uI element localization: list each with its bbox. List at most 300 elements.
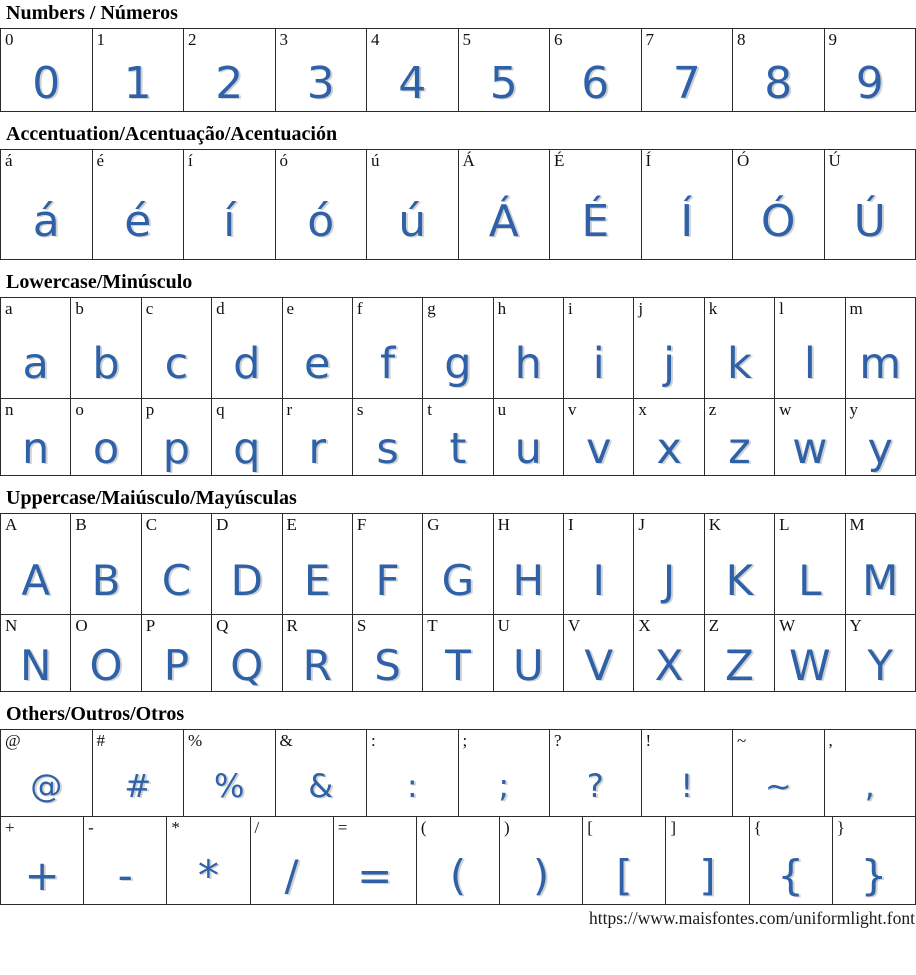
glyph-label: Y — [849, 616, 862, 635]
glyph-cell — [775, 615, 845, 692]
glyph-preview: n — [22, 424, 50, 475]
glyph-preview: N — [19, 641, 52, 691]
glyph-preview: r — [308, 424, 327, 475]
glyph-preview: , — [864, 767, 875, 805]
glyph-preview: s — [376, 424, 399, 475]
glyph-cell — [1, 150, 93, 260]
glyph-preview: X — [654, 641, 684, 691]
glyph-preview: ? — [586, 767, 604, 805]
glyph-preview: G — [441, 556, 475, 606]
glyph-label: - — [88, 818, 94, 837]
glyph-cell — [92, 29, 184, 112]
glyph-preview: L — [798, 556, 822, 606]
glyph-label: Á — [462, 151, 475, 170]
glyph-label: X — [638, 616, 651, 635]
glyph-table — [0, 28, 916, 112]
glyph-preview: Q — [230, 641, 264, 691]
glyph-cell — [493, 399, 563, 476]
glyph-preview: b — [92, 339, 120, 390]
glyph-preview: Í — [680, 196, 694, 248]
glyph-cell — [141, 298, 211, 399]
glyph-preview: B — [91, 556, 121, 606]
glyph-cell — [634, 298, 704, 399]
glyph-cell — [775, 514, 845, 615]
glyph-preview: 4 — [398, 58, 427, 110]
glyph-table — [0, 398, 916, 476]
section-title: Lowercase/Minúsculo — [6, 271, 193, 293]
glyph-preview: M — [862, 556, 899, 606]
glyph-cell — [458, 29, 550, 112]
glyph-label: Í — [645, 151, 652, 170]
glyph-label: É — [554, 151, 565, 170]
glyph-cell — [423, 514, 493, 615]
glyph-cell — [634, 514, 704, 615]
glyph-row — [1, 730, 916, 817]
glyph-label: w — [779, 400, 792, 419]
glyph-cell — [282, 298, 352, 399]
glyph-cell — [493, 615, 563, 692]
glyph-label: ? — [554, 731, 562, 750]
glyph-preview: ú — [398, 196, 427, 248]
glyph-preview: Ú — [853, 196, 886, 248]
glyph-label: ( — [420, 818, 427, 837]
glyph-cell — [184, 29, 276, 112]
glyph-label: 3 — [279, 30, 288, 49]
glyph-cell — [845, 399, 916, 476]
glyph-preview: 2 — [215, 58, 244, 110]
glyph-preview: ) — [532, 851, 550, 901]
glyph-row — [1, 298, 916, 399]
glyph-preview: # — [124, 767, 152, 805]
glyph-cell — [493, 298, 563, 399]
glyph-label: K — [708, 515, 722, 534]
glyph-cell — [1, 298, 71, 399]
glyph-label: p — [145, 400, 155, 419]
glyph-cell — [704, 615, 774, 692]
glyph-label: v — [568, 400, 577, 419]
glyph-label: f — [356, 299, 363, 318]
glyph-cell — [212, 514, 282, 615]
glyph-preview: m — [859, 339, 902, 390]
glyph-cell — [634, 615, 704, 692]
glyph-row — [1, 150, 916, 260]
glyph-preview: ] — [699, 851, 716, 901]
glyph-preview: ó — [307, 196, 335, 248]
glyph-preview: & — [308, 767, 334, 805]
glyph-preview: q — [233, 424, 261, 475]
glyph-preview: 6 — [581, 58, 610, 110]
glyph-preview: A — [21, 556, 51, 606]
glyph-label: ] — [670, 818, 677, 837]
glyph-cell — [733, 29, 825, 112]
glyph-preview: { — [777, 851, 804, 901]
glyph-label: r — [286, 400, 293, 419]
glyph-preview: 5 — [489, 58, 518, 110]
glyph-label: D — [216, 515, 229, 534]
glyph-preview: [ — [616, 851, 633, 901]
glyph-label: Q — [216, 616, 229, 635]
glyph-cell — [824, 29, 916, 112]
glyph-preview: * — [197, 851, 219, 901]
glyph-cell — [775, 399, 845, 476]
glyph-cell — [367, 730, 459, 817]
glyph-preview: 0 — [32, 58, 61, 110]
glyph-label: % — [188, 731, 203, 750]
glyph-preview: Ó — [760, 196, 796, 248]
glyph-preview: ! — [680, 767, 694, 805]
glyph-preview: É — [581, 196, 610, 248]
glyph-cell — [733, 150, 825, 260]
glyph-label: t — [427, 400, 432, 419]
glyph-label: { — [753, 818, 762, 837]
glyph-preview: } — [860, 851, 888, 901]
glyph-preview: c — [164, 339, 189, 390]
glyph-label: 0 — [5, 30, 14, 49]
glyph-cell — [704, 399, 774, 476]
glyph-label: B — [75, 515, 87, 534]
glyph-label: y — [849, 400, 858, 419]
glyph-preview: k — [726, 339, 752, 390]
glyph-preview: C — [161, 556, 192, 606]
glyph-table — [0, 816, 916, 905]
glyph-label: } — [836, 818, 845, 837]
glyph-cell — [333, 817, 416, 905]
glyph-label: 5 — [462, 30, 471, 49]
glyph-cell — [704, 514, 774, 615]
glyph-label: W — [779, 616, 796, 635]
glyph-cell — [550, 730, 642, 817]
glyph-cell — [71, 514, 141, 615]
glyph-cell — [550, 150, 642, 260]
glyph-label: O — [75, 616, 88, 635]
glyph-cell — [71, 399, 141, 476]
glyph-preview: w — [792, 424, 828, 475]
glyph-cell — [71, 615, 141, 692]
glyph-cell — [564, 298, 634, 399]
glyph-label: H — [497, 515, 510, 534]
glyph-cell — [275, 150, 367, 260]
glyph-label: U — [497, 616, 510, 635]
glyph-preview: í — [223, 196, 236, 248]
glyph-cell — [550, 29, 642, 112]
glyph-preview: 1 — [123, 58, 152, 110]
glyph-label: b — [75, 299, 84, 318]
glyph-cell — [275, 730, 367, 817]
glyph-preview: S — [374, 641, 401, 691]
glyph-label: E — [286, 515, 297, 534]
glyph-preview: ( — [449, 851, 467, 901]
glyph-label: m — [849, 299, 863, 318]
glyph-preview: F — [375, 556, 400, 606]
glyph-preview: = — [357, 851, 393, 901]
glyph-label: M — [849, 515, 865, 534]
glyph-cell — [641, 29, 733, 112]
glyph-cell — [250, 817, 333, 905]
glyph-table — [0, 614, 916, 692]
footer-url: https://www.maisfontes.com/uniformlight.font — [589, 908, 915, 928]
glyph-label: L — [779, 515, 790, 534]
glyph-label: = — [337, 818, 348, 837]
glyph-preview: j — [663, 339, 676, 390]
glyph-cell — [458, 150, 550, 260]
glyph-label: I — [568, 515, 574, 534]
glyph-cell — [1, 817, 84, 905]
glyph-label: Ó — [737, 151, 750, 170]
glyph-cell — [416, 817, 499, 905]
glyph-preview: x — [656, 424, 682, 475]
glyph-preview: i — [592, 339, 605, 390]
glyph-cell — [282, 615, 352, 692]
glyph-label: l — [779, 299, 784, 318]
glyph-label: @ — [5, 731, 21, 750]
glyph-table — [0, 513, 916, 615]
glyph-row — [1, 615, 916, 692]
glyph-label: R — [286, 616, 298, 635]
glyph-cell — [167, 817, 250, 905]
glyph-table — [0, 729, 916, 817]
glyph-label: c — [145, 299, 154, 318]
glyph-label: T — [427, 616, 438, 635]
glyph-preview: K — [725, 556, 754, 606]
glyph-label: 9 — [828, 30, 837, 49]
glyph-cell — [423, 615, 493, 692]
glyph-preview: : — [406, 767, 418, 805]
glyph-label: x — [638, 400, 647, 419]
glyph-cell — [92, 150, 184, 260]
glyph-label: 6 — [554, 30, 563, 49]
glyph-preview: a — [22, 339, 49, 390]
glyph-label: i — [568, 299, 573, 318]
glyph-preview: Y — [867, 641, 894, 691]
glyph-label: a — [5, 299, 13, 318]
glyph-label: 8 — [737, 30, 746, 49]
glyph-preview: g — [444, 339, 472, 390]
glyph-cell — [1, 730, 93, 817]
glyph-label: 2 — [188, 30, 197, 49]
glyph-cell — [832, 817, 915, 905]
glyph-cell — [184, 730, 276, 817]
glyph-label: F — [356, 515, 367, 534]
glyph-preview: v — [585, 424, 612, 475]
glyph-preview: R — [302, 641, 332, 691]
glyph-cell — [704, 298, 774, 399]
glyph-label: G — [427, 515, 440, 534]
glyph-cell — [1, 399, 71, 476]
glyph-cell — [367, 150, 459, 260]
glyph-label: ú — [371, 151, 380, 170]
glyph-cell — [749, 817, 832, 905]
glyph-cell — [564, 514, 634, 615]
glyph-cell — [352, 615, 422, 692]
glyph-label: * — [171, 818, 180, 837]
glyph-cell — [141, 615, 211, 692]
glyph-cell — [845, 514, 916, 615]
glyph-label: 7 — [645, 30, 654, 49]
glyph-cell — [282, 514, 352, 615]
section-title: Uppercase/Maiúsculo/Mayúsculas — [6, 487, 297, 509]
glyph-label: z — [708, 400, 717, 419]
glyph-preview: 3 — [306, 58, 335, 110]
glyph-cell — [212, 298, 282, 399]
glyph-preview: O — [89, 641, 123, 691]
glyph-label: ó — [279, 151, 288, 170]
glyph-cell — [84, 817, 167, 905]
glyph-cell — [212, 615, 282, 692]
glyph-preview: + — [24, 851, 60, 901]
glyph-preview: á — [32, 196, 60, 248]
glyph-cell — [564, 399, 634, 476]
glyph-cell — [641, 150, 733, 260]
glyph-preview: é — [124, 196, 152, 248]
glyph-label: ; — [462, 731, 468, 750]
glyph-preview: U — [512, 641, 544, 691]
glyph-cell — [564, 615, 634, 692]
glyph-preview: H — [512, 556, 545, 606]
glyph-cell — [367, 29, 459, 112]
glyph-cell — [845, 298, 916, 399]
glyph-preview: t — [449, 424, 467, 475]
glyph-cell — [352, 298, 422, 399]
glyph-cell — [634, 399, 704, 476]
glyph-preview: ; — [498, 767, 510, 805]
glyph-preview: T — [445, 641, 471, 691]
glyph-cell — [641, 730, 733, 817]
glyph-preview: u — [514, 424, 542, 475]
glyph-preview: z — [728, 424, 751, 475]
glyph-preview: / — [284, 851, 299, 901]
glyph-preview: @ — [30, 767, 63, 805]
glyph-label: ~ — [737, 731, 747, 750]
glyph-preview: 7 — [672, 58, 701, 110]
section-title: Accentuation/Acentuação/Acentuación — [6, 123, 338, 145]
glyph-preview: e — [303, 339, 331, 390]
glyph-label: u — [497, 400, 507, 419]
glyph-preview: f — [379, 339, 396, 390]
glyph-label: S — [356, 616, 367, 635]
glyph-row — [1, 399, 916, 476]
glyph-cell — [275, 29, 367, 112]
glyph-label: & — [279, 731, 293, 750]
glyph-table — [0, 297, 916, 399]
glyph-label: # — [96, 731, 105, 750]
glyph-cell — [845, 615, 916, 692]
glyph-label: Ú — [828, 151, 841, 170]
glyph-label: 1 — [96, 30, 105, 49]
glyph-cell — [1, 615, 71, 692]
glyph-cell — [824, 730, 916, 817]
glyph-cell — [141, 514, 211, 615]
glyph-preview: V — [584, 641, 614, 691]
glyph-label: j — [638, 299, 644, 318]
glyph-cell — [352, 399, 422, 476]
glyph-label: k — [708, 299, 718, 318]
glyph-cell — [184, 150, 276, 260]
glyph-cell — [141, 399, 211, 476]
glyph-label: é — [96, 151, 105, 170]
glyph-preview: 8 — [764, 58, 793, 110]
glyph-preview: h — [514, 339, 542, 390]
glyph-preview: I — [592, 556, 605, 606]
glyph-label: o — [75, 400, 84, 419]
glyph-cell — [733, 730, 825, 817]
section-title: Others/Outros/Otros — [6, 703, 185, 725]
glyph-label: ! — [645, 731, 652, 750]
glyph-preview: d — [233, 339, 261, 390]
glyph-label: A — [5, 515, 18, 534]
glyph-cell — [92, 730, 184, 817]
glyph-cell — [71, 298, 141, 399]
glyph-cell — [423, 399, 493, 476]
glyph-label: h — [497, 299, 507, 318]
section-title: Numbers / Números — [6, 2, 178, 24]
glyph-label: Z — [708, 616, 720, 635]
glyph-label: e — [286, 299, 295, 318]
glyph-preview: o — [92, 424, 120, 475]
glyph-cell — [666, 817, 749, 905]
glyph-preview: - — [117, 851, 133, 901]
glyph-cell — [212, 399, 282, 476]
glyph-label: ) — [504, 818, 510, 837]
glyph-cell — [583, 817, 666, 905]
glyph-preview: ~ — [764, 767, 792, 805]
glyph-row — [1, 514, 916, 615]
glyph-label: + — [5, 818, 15, 837]
glyph-cell — [500, 817, 583, 905]
glyph-label: í — [188, 151, 193, 170]
glyph-cell — [423, 298, 493, 399]
glyph-cell — [824, 150, 916, 260]
glyph-preview: p — [162, 424, 191, 475]
glyph-label: C — [145, 515, 158, 534]
glyph-label: g — [427, 299, 436, 318]
glyph-label: 4 — [371, 30, 380, 49]
glyph-preview: P — [163, 641, 190, 691]
glyph-label: , — [828, 731, 833, 750]
glyph-label: N — [5, 616, 18, 635]
glyph-row — [1, 29, 916, 112]
glyph-cell — [458, 730, 550, 817]
glyph-label: [ — [587, 818, 593, 837]
glyph-cell — [493, 514, 563, 615]
glyph-preview: D — [230, 556, 263, 606]
glyph-label: J — [638, 515, 645, 534]
glyph-row — [1, 817, 916, 905]
glyph-table — [0, 149, 916, 260]
glyph-preview: Z — [725, 641, 754, 691]
glyph-cell — [1, 29, 93, 112]
glyph-preview: % — [214, 767, 245, 805]
glyph-label: q — [216, 400, 225, 419]
glyph-label: á — [5, 151, 13, 170]
glyph-label: n — [5, 400, 14, 419]
glyph-label: V — [568, 616, 581, 635]
glyph-preview: J — [662, 556, 676, 606]
glyph-label: d — [216, 299, 225, 318]
glyph-cell — [1, 514, 71, 615]
glyph-label: / — [254, 818, 260, 837]
glyph-label: P — [145, 616, 156, 635]
glyph-label: s — [356, 400, 364, 419]
glyph-preview: Á — [488, 196, 519, 248]
glyph-preview: y — [867, 424, 893, 475]
glyph-cell — [282, 399, 352, 476]
glyph-preview: 9 — [855, 58, 884, 110]
glyph-cell — [352, 514, 422, 615]
glyph-preview: W — [789, 641, 831, 691]
glyph-cell — [775, 298, 845, 399]
glyph-preview: l — [803, 339, 816, 390]
glyph-preview: E — [303, 556, 331, 606]
